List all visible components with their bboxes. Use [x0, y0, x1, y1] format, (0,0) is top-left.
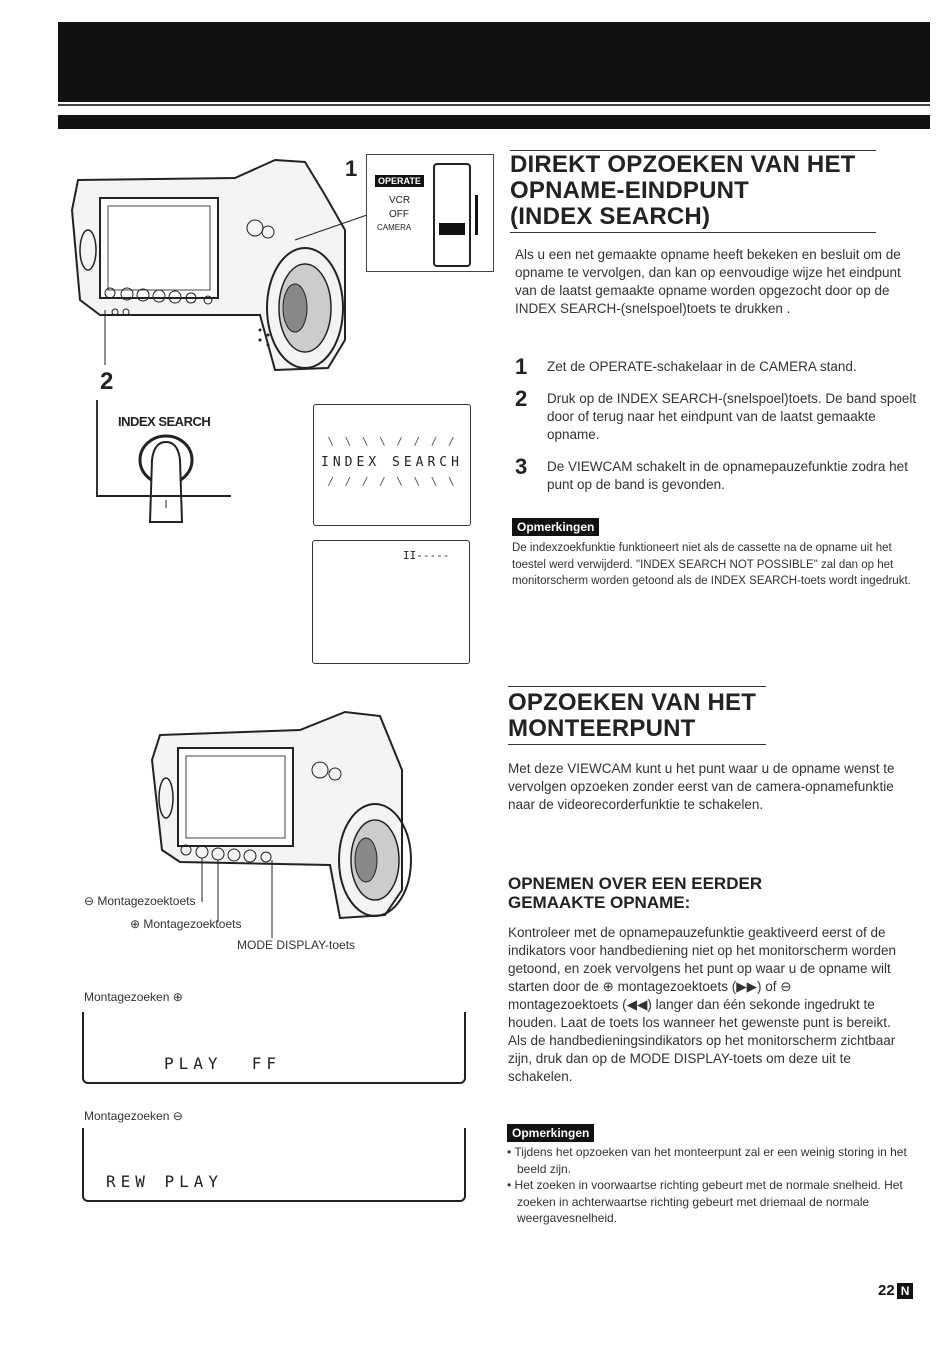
list-item: • Tijdens het opzoeken van het monteerpunt zal er een weinig storing in het beeld zijn.: [507, 1145, 907, 1176]
language-badge: N: [897, 1283, 914, 1299]
section-intro-index-search: Als u een net gemaakte opname heeft bekeken en besluit om de opname te vervolgen, dan kan op eenvoudige wijze het eindpunt van de laatst gemaakte opname worden opgezocht door op de INDEX SEARCH-(snelspoel)toets te drukken .: [515, 247, 901, 316]
header-bar: [58, 22, 930, 102]
play-ff-text: PLAY FF: [164, 1054, 282, 1073]
vcr-label: VCR: [389, 195, 411, 206]
off-label: OFF: [389, 209, 409, 220]
mode-display-key-label: MODE DISPLAY-toets: [237, 938, 356, 952]
section-heading-monteerpunt: OPZOEKEN VAN HET MONTEERPUNT: [508, 689, 757, 742]
section-intro-monteerpunt: Met deze VIEWCAM kunt u het punt waar u de opname wenst te vervolgen opzoeken zonder eerst van de camera-opnamefunktie naar de videorecorderfunktie te schakelen.: [508, 761, 895, 812]
notes-text: De indexzoekfunktie funktioneert niet als de cassette na de opname uit het toestel werd verwijderd. "INDEX SEARCH NOT POSSIBLE" zal dan op het monitorscherm worden getoond als de INDEX SEARCH-toets wordt ingedrukt.: [512, 542, 911, 587]
finger-press-icon: [96, 430, 236, 525]
rew-play-text: REW PLAY: [106, 1172, 224, 1191]
notes-badge: Opmerkingen: [512, 518, 599, 536]
section-heading-index-search: DIREKT OPZOEKEN VAN HET OPNAME-EINDPUNT (INDEX SEARCH): [510, 151, 856, 230]
plus-search-key-label: ⊕ Montagezoektoets: [130, 917, 242, 931]
steps-list: 1 Zet de OPERATE-schakelaar in de CAMERA stand. 2 Druk op de INDEX SEARCH-(snelspoel)toets. De band spoelt door of terug naar het eindpunt van de laatst gemaakte opname. 3 De VIEWCAM schakelt in de opnamepauzefunktie zodra het punt op de band is gevonden.: [515, 354, 917, 492]
section-body-monteerpunt: Kontroleer met de opnamepauzefunktie geaktiveerd eerst of de indikators voor handbediening niet op het monitorscherm worden getoond, en zoek vervolgens het punt op waar u de opname wilt starten door de ⊕ montagezoektoets (▶▶) of ⊖ montagezoektoets (◀◀) langer dan één sekonde ingedrukt te houden. Laat de toets los wanneer het gewenste punt is bereikt. Als de handbedieningsindikators op het monitorscherm zichtbaar zijn, druk dan op de MODE DISPLAY-toets om deze uit te schakelen.: [508, 925, 896, 1084]
notes-list-2: [507, 1144, 907, 1227]
sub-heading-overrecording: OPNEMEN OVER EEN EERDER GEMAAKTE OPNAME:: [508, 874, 763, 912]
arrow-down-icon: [475, 195, 478, 235]
list-item: • Het zoeken in voorwaartse richting gebeurt met de normale snelheid. Het zoeken in achterwaartse richting gebeurt met driemaal de normale weergavesnelheid.: [507, 1178, 903, 1225]
figure-step-1: 1: [345, 156, 358, 181]
operate-label: OPERATE: [375, 175, 424, 187]
notes-badge-2: Opmerkingen: [507, 1124, 594, 1142]
monitor-screen-index-search: \ \ \ \ / / / / INDEX SEARCH / / / / \ \ \ \: [313, 404, 471, 526]
operate-switch: [433, 163, 471, 267]
monitor-screen-tape-end: [312, 540, 470, 664]
operate-switch-inset: [366, 154, 494, 272]
page-footer: [878, 1282, 913, 1300]
header-divider: [58, 104, 930, 106]
figure-step-2: 2: [100, 368, 114, 395]
monitor-screen-play-ff: [82, 1012, 466, 1084]
index-search-text: INDEX SEARCH: [321, 455, 463, 470]
plus-search-caption: Montagezoeken ⊕: [84, 990, 183, 1004]
page-number: 22: [878, 1282, 895, 1299]
camera-label: CAMERA: [377, 223, 412, 232]
index-search-button-label: INDEX SEARCH: [118, 414, 211, 429]
minus-search-key-label: ⊖ Montagezoektoets: [84, 894, 196, 908]
header-band: [58, 115, 930, 129]
minus-search-caption: Montagezoeken ⊖: [84, 1109, 183, 1123]
tape-indicator: II-----: [403, 549, 450, 562]
monitor-screen-rew-play: [82, 1128, 466, 1202]
